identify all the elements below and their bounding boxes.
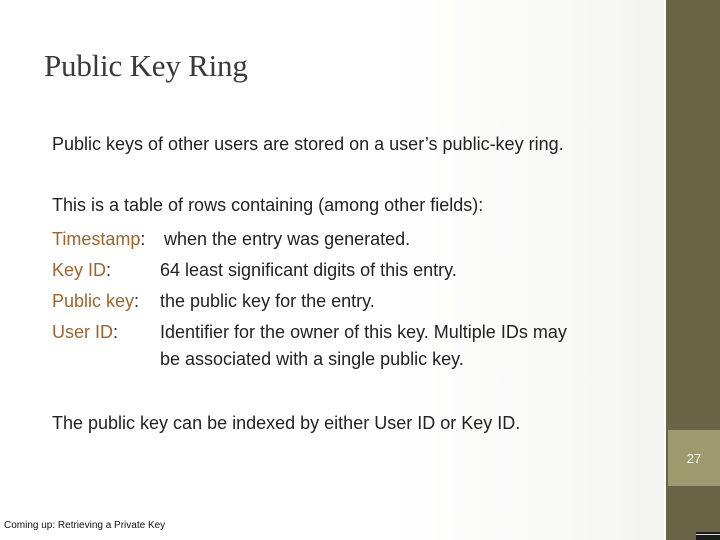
field-label: Timestamp [52,229,141,249]
field-row-public-key [52,291,375,312]
field-row-user-id [52,322,567,343]
field-description: when the entry was generated. [164,229,411,249]
field-colon: : [106,260,112,280]
field-description: 64 least significant digits of this entry. [160,260,457,280]
field-label: Public key [52,291,135,311]
field-colon: : [134,291,140,311]
slide-title: Public Key Ring [44,48,248,83]
closing-text: The public key can be indexed by either User ID or Key ID. [52,413,521,433]
intro-text: Public keys of other users are stored on a user’s public-key ring. [52,134,564,154]
field-description: Identifier for the owner of this key. Multiple IDs may [160,322,567,342]
sidebar-base-line [696,534,720,535]
field-description: the public key for the entry. [160,291,375,311]
footer-next-topic: Coming up: Retrieving a Private Key [4,520,166,531]
field-label: Key ID [52,260,107,280]
field-label: User ID [52,322,114,342]
table-intro-text: This is a table of rows containing (among other fields): [52,195,484,215]
field-colon: : [140,229,146,249]
field-colon: : [113,322,119,342]
page-number: 27 [686,451,702,466]
field-row-timestamp [52,229,411,250]
user-id-description-continuation: be associated with a single public key. [160,349,464,369]
field-row-key-id [52,260,457,281]
